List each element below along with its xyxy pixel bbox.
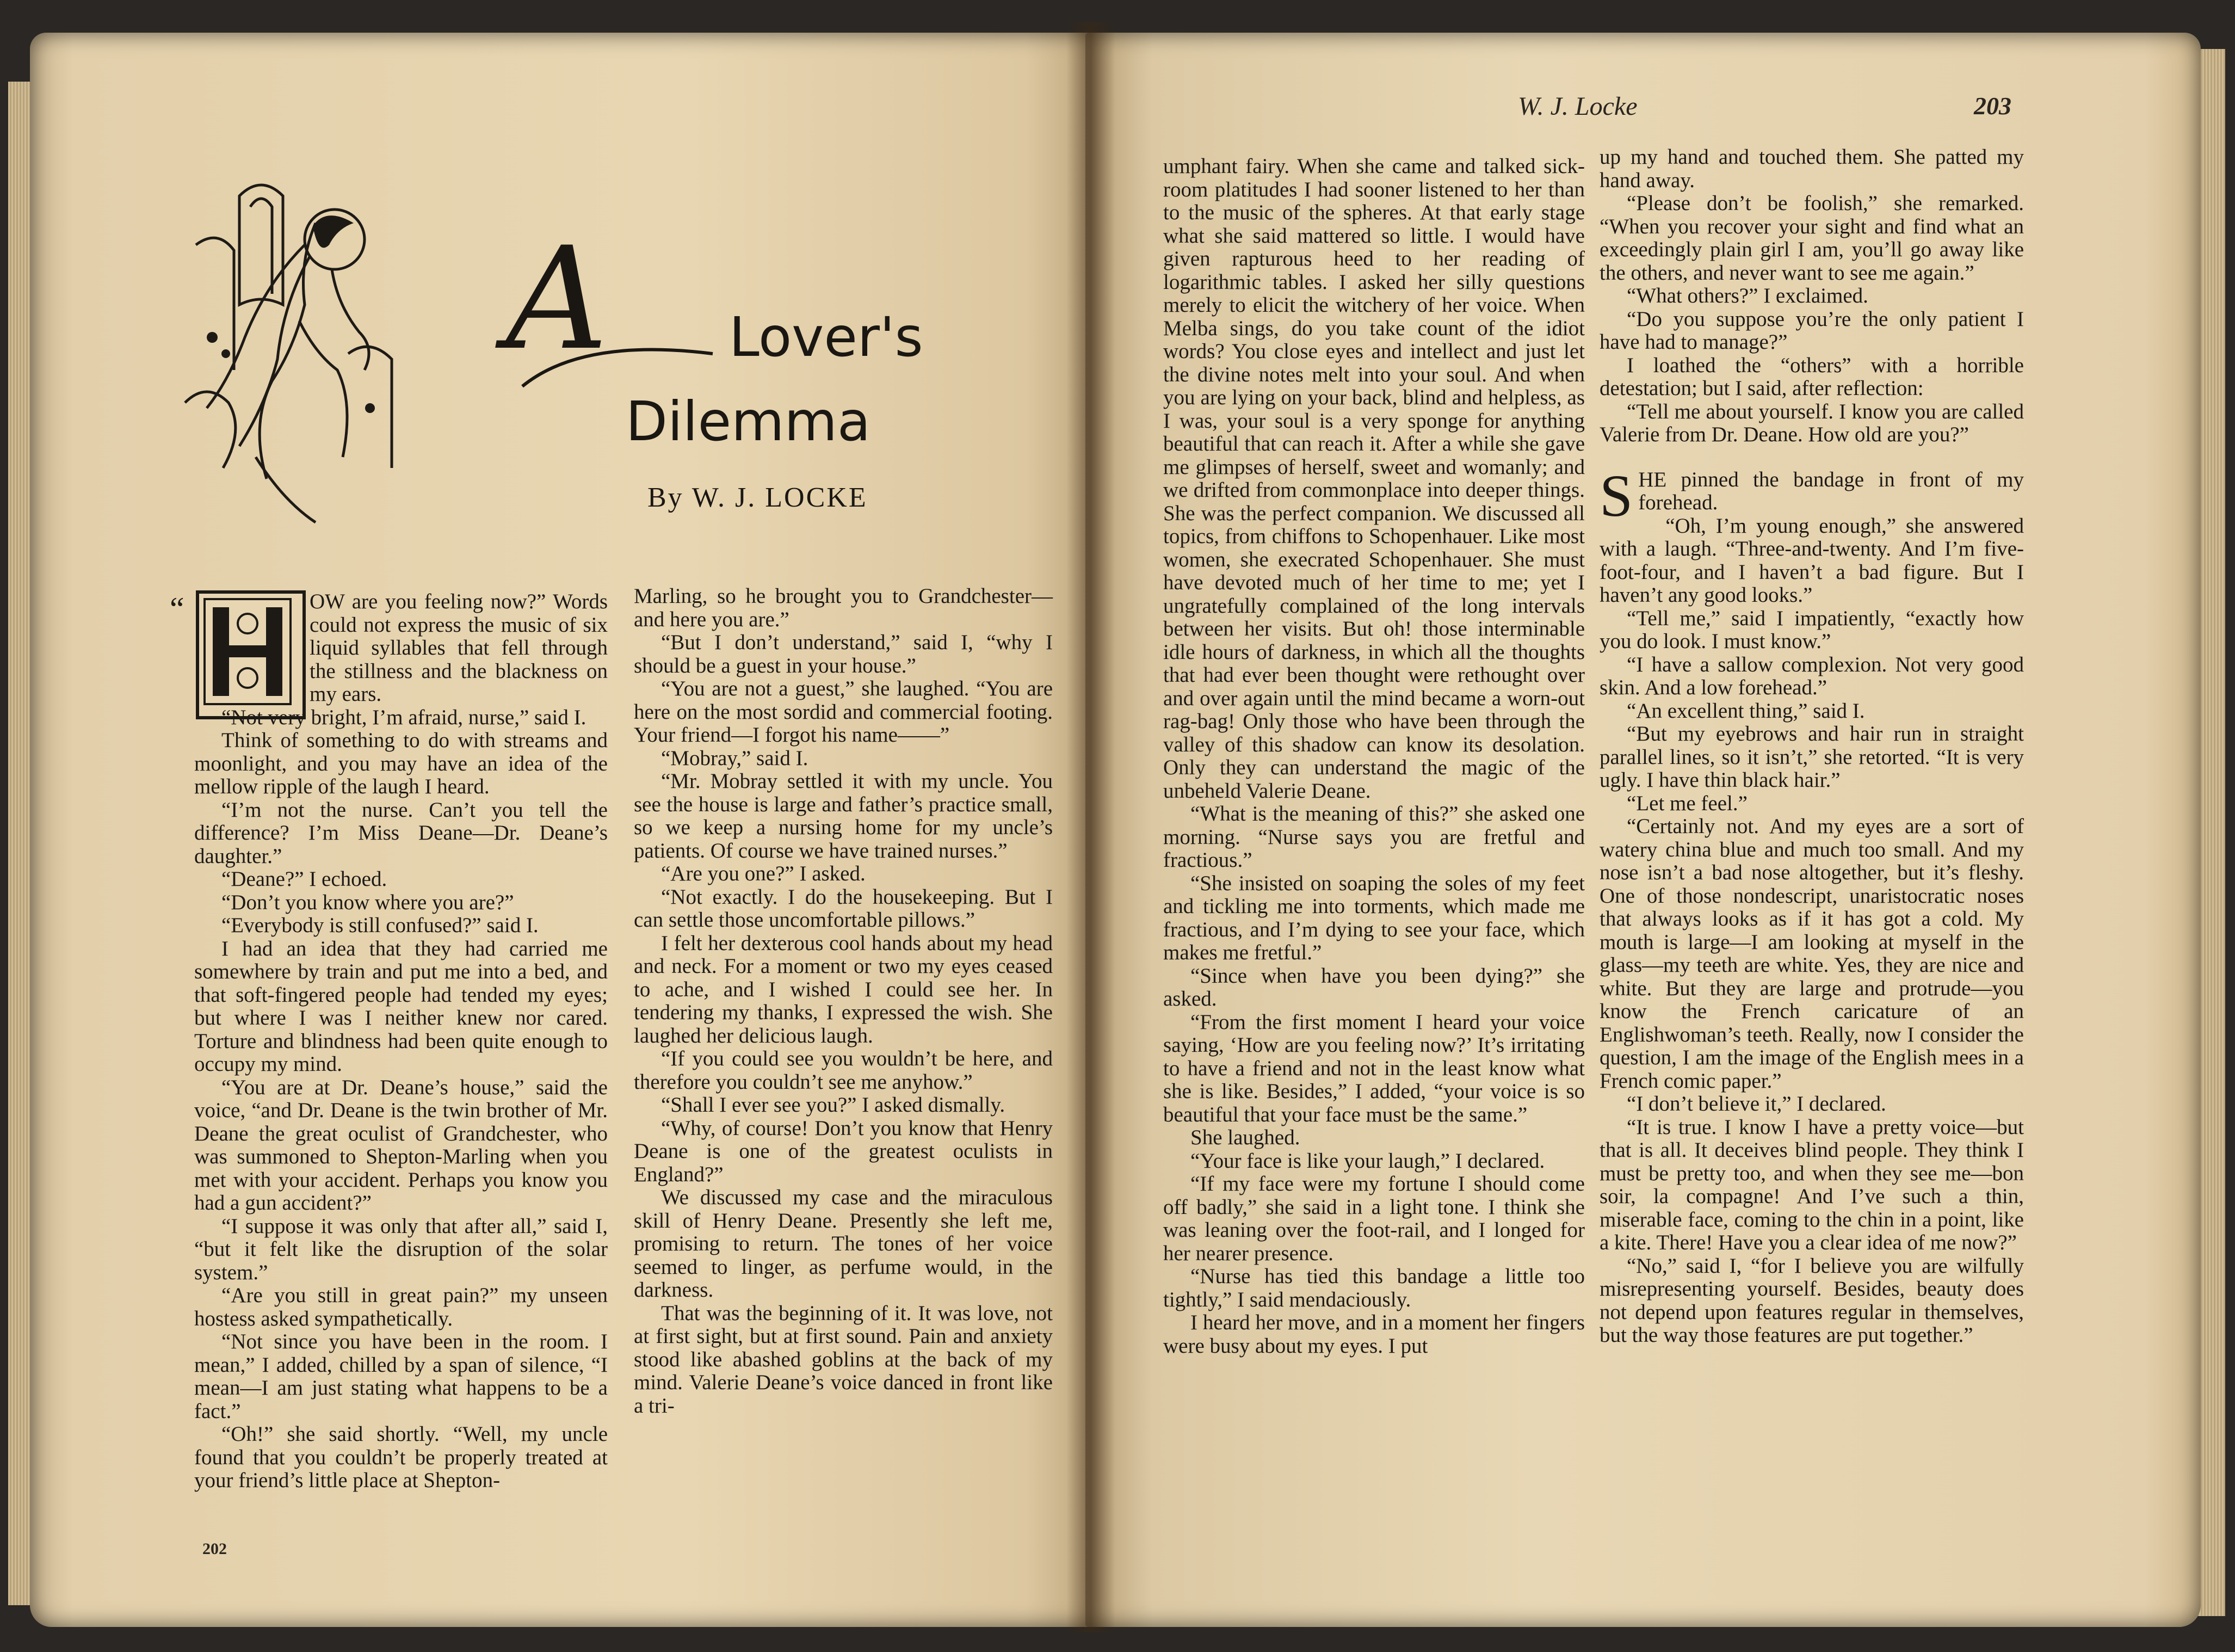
paragraph: “Certainly not. And my eyes are a sort of watery china blue and much too small. And my nose isn’t a bad nose altogether, but it’s fleshy. One of those nondescript, unaristocratic noses that always looks as if it has got a cold. My mouth is large—I am looking at myself in the glass—my teeth are white. Yes, they are nice and white. But they are large and protrude—you know the French caricature of an Englishwoman’s teeth. Really, now I consider the question, I am the image of the English mees in a French comic paper.” [1600, 815, 2024, 1093]
paragraph: “Not very bright, I’m afraid, nurse,” said I. [221, 705, 586, 729]
paragraph: “From the first moment I heard your voice saying, ‘How are you feeling now?’ It’s irritating to have a friend and not in the least know what she is like. Besides,” I added, “your voice is so beautiful that your face must be the same.” [1163, 1010, 1585, 1126]
paragraph: “Oh!” she said shortly. “Well, my uncle found that you couldn’t be properly treated at your friend’s little place at Shepton- [194, 1422, 608, 1492]
book-gutter [1066, 22, 1115, 1632]
paragraph: That was the beginning of it. It was love, not at first sight, but at first sound. Pain and anxiety stood like abashed goblins at the back of my mind. Valerie Deane’s voice danced in front like a tri- [634, 1301, 1053, 1417]
paragraph: “No,” said I, “for I believe you are wilfully misrepresenting yourself. Besides, beauty does not depend upon features regular in themselves, but the way those features are put together.” [1600, 1254, 2024, 1347]
paragraph: “But I don’t understand,” said I, “why I should be a guest in your house.” [634, 631, 1053, 677]
right-page-number: 203 [1974, 92, 2011, 120]
paragraph: “Do you suppose you’re the only patient I have had to manage?” [1600, 307, 2024, 354]
title-word-lovers: Lover's [729, 305, 923, 369]
paragraph: “Nurse has tied this bandage a little too tightly,” I said mendaciously. [1163, 1265, 1585, 1311]
right-column-2 [1600, 146, 2024, 1347]
left-page-number: 202 [202, 1540, 227, 1558]
paragraph: Think of something to do with streams and moonlight, and you may have an idea of the mellow ripple of the laugh I heard. [194, 729, 608, 798]
paragraph: “But my eyebrows and hair run in straight parallel lines, so it isn’t,” she retorted. “It is very ugly. I have thin black hair.” [1600, 722, 2024, 792]
paragraph: “Not exactly. I do the housekeeping. But I can settle those uncomfortable pillows.” [634, 885, 1053, 932]
paragraph: “Tell me,” said I impatiently, “exactly how you do look. I must know.” [1600, 606, 2024, 653]
paragraph: She laughed. [1190, 1126, 1300, 1149]
right-column-1 [1163, 155, 1585, 1358]
paragraph: Marling, so he brought you to Grandchester—and here you are.” [634, 584, 1053, 631]
paragraph: I heard her move, and in a moment her fingers were busy about my eyes. I put [1163, 1311, 1585, 1358]
paragraph: I had an idea that they had carried me somewhere by train and put me into a bed, and that soft-fingered people had tended my eyes; but where I was I neither knew nor cared. Torture and blindness had been quite enough to occupy my mind. [194, 936, 608, 1076]
section-opening [1600, 462, 2024, 529]
paragraph: umphant fairy. When she came and talked sick-room platitudes I had sooner listened to her than to the music of the spheres. At that early stage what she said mattered so little. I would have given rapturous heed to her reading of logarithmic tables. I asked her silly questions merely to elicit the witchery of her voice. When Melba sings, do you take count of the idiot words? You close eyes and intellect and just let the divine notes melt into your soul. And when you are lying on your back, blind and helpless, as I was, your soul is a very sponge for anything beautiful that can reach it. After a while she gave me glimpses of herself, sweet and womanly; and we drifted from commonplace into deeper things. She was the perfect companion. We discussed all topics, from chiffons to Schopenhauer. Like most women, she execrated Schopenhauer. She must have devoted much of her time to me; yet I ungratefully complained of the long intervals between her visits. But oh! those interminable idle hours of darkness, in which all the thoughts that had ever been thought were rethought over and over again until the mind became a worn-out rag-bag! Only those who have been through the valley of this shadow can know its desolation. Only they can understand the magic of the unbeheld Valerie Deane. [1163, 155, 1585, 803]
paragraph: I felt her dexterous cool hands about my head and neck. For a moment or two my eyes ceased to ache, and I wished I could see her. In tendering my thanks, I expressed the wish. She laughed her delicious laugh. [634, 931, 1053, 1047]
paragraph: “Mobray,” said I. [661, 746, 808, 770]
paragraph: “Are you one?” I asked. [661, 862, 866, 885]
paragraph: OW are you feeling now?” Words could not express the music of six liquid syllables that fell through the stillness and the blackness on my ears. [310, 590, 608, 706]
paragraph: “Tell me about yourself. I know you are called Valerie from Dr. Deane. How old are you?” [1600, 399, 2024, 446]
paragraph: “She insisted on soaping the soles of my feet and tickling me into torments, which made me fractious, and I’m dying to see your face, which makes me fretful.” [1163, 871, 1585, 964]
paragraph: “Oh, I’m young enough,” she answered with a laugh. “Three-and-twenty. And I’m five-foot-four, and I haven’t a bad figure. But I haven’t any good looks.” [1600, 514, 2024, 607]
paragraph: “What others?” I exclaimed. [1627, 284, 1868, 307]
paragraph: “Everybody is still confused?” said I. [221, 914, 539, 937]
paragraph: “What is the meaning of this?” she asked one morning. “Nurse says you are fretful and fractious.” [1163, 802, 1585, 872]
title-word-dilemma: Dilemma [626, 390, 871, 453]
section-dropcap: S [1600, 462, 1633, 529]
section-opening-text: HE pinned the bandage in front of my forehead. [1638, 467, 2024, 514]
paragraph: “You are at Dr. Deane’s house,” said the voice, “and Dr. Deane is the twin brother of Mr. Deane the great oculist of Grandchester, who was summoned to Shepton-Marling when you met with your accident. Perhaps you know you had a gun accident?” [194, 1075, 608, 1215]
title-initial: A [506, 217, 608, 381]
paragraph: “Mr. Mobray settled it with my uncle. You see the house is large and father’s practice small, so we keep a nursing home for my uncle’s patients. Of course we have trained nurses.” [634, 769, 1053, 862]
paragraph: I loathed the “others” with a horrible detestation; but I said, after reflection: [1600, 353, 2024, 400]
paragraph: “Let me feel.” [1627, 791, 1748, 815]
running-head: W. J. Locke [1518, 92, 1638, 121]
paragraph: “Not since you have been in the room. I mean,” I added, chilled by a span of silence, “I mean—I am just stating what happens to be a fact.” [194, 1330, 608, 1423]
paragraph: “Don’t you know where you are?” [221, 890, 514, 914]
paragraph: “Please don’t be foolish,” she remarked. “When you recover your sight and find what an exceedingly plain girl I am, you’ll go away like the others, and never want to see me again.” [1600, 192, 2024, 285]
paragraph: “Shall I ever see you?” I asked dismally. [661, 1093, 1005, 1117]
paragraph: “I’m not the nurse. Can’t you tell the difference? I’m Miss Deane—Dr. Deane’s daughter.” [194, 798, 608, 868]
paragraph: We discussed my case and the miraculous skill of Henry Deane. Presently she left me, promising to return. The tones of her voice seemed to linger, as perfume would, in the darkness. [634, 1186, 1053, 1302]
paragraph: “If my face were my fortune I should come off badly,” she said in a light tone. I think she was leaning over the foot-rail, and I longed for her nearer presence. [1163, 1172, 1585, 1265]
paragraph: “I have a sallow complexion. Not very good skin. And a low forehead.” [1600, 652, 2024, 699]
paragraph: “If you could see you wouldn’t be here, and therefore you couldn’t see me anyhow.” [634, 1047, 1053, 1094]
paragraph: “I don’t believe it,” I declared. [1627, 1092, 1886, 1115]
paragraph: “Are you still in great pain?” my unseen hostess asked sympathetically. [194, 1284, 608, 1330]
byline: By W. J. LOCKE [647, 482, 868, 513]
paragraph: “I suppose it was only that after all,” said I, “but it felt like the disruption of the solar system.” [194, 1214, 608, 1284]
paragraph: “An excellent thing,” said I. [1627, 699, 1865, 723]
paragraph: “Your face is like your laugh,” I declared. [1190, 1149, 1545, 1173]
paragraph: “You are not a guest,” she laughed. “You are here on the most sordid and commercial footing. Your friend—I forgot his name——” [634, 677, 1053, 747]
paragraph: “Why, of course! Don’t you know that Henry Deane is one of the greatest oculists in England?” [634, 1116, 1053, 1186]
paragraph: “It is true. I know I have a pretty voice—but that is all. It deceives blind people. They think I must be pretty too, and when they see me—bon soir, la compagne! And I’ve such a thin, miserable face, coming to the chin in a point, like a kite. There! Have you a clear idea of me now?” [1600, 1115, 2024, 1254]
left-column-2 [634, 585, 1053, 1417]
paragraph: up my hand and touched them. She patted my hand away. [1600, 145, 2024, 192]
paragraph: “Deane?” I echoed. [221, 867, 387, 891]
woman-with-flowing-hair-illustration [174, 174, 403, 533]
paragraph: “Since when have you been dying?” she asked. [1163, 964, 1585, 1010]
opening-quote: “ [170, 591, 184, 627]
left-column-1 [194, 590, 608, 1493]
